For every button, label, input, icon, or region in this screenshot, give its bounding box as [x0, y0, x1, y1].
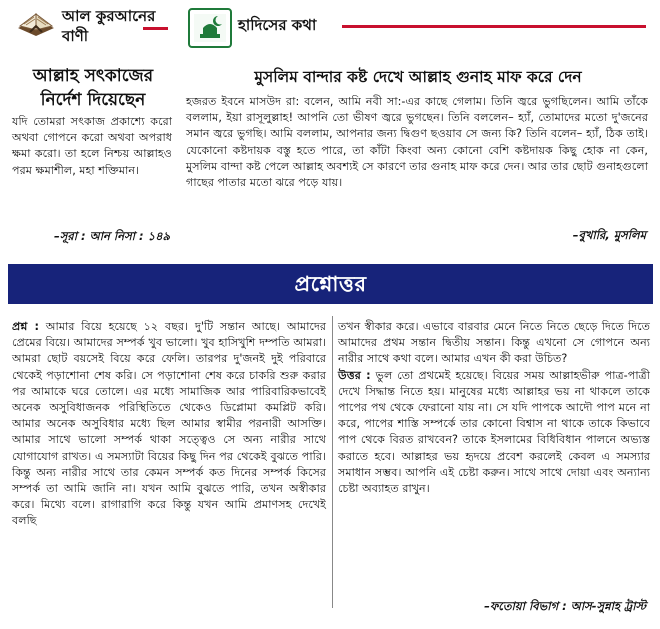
quran-section-header: আল কুরআনের বাণী: [62, 7, 156, 45]
hadith-section-header: হাদিসের কথা: [238, 16, 317, 34]
quran-verse-text: যদি তোমরা সৎকাজ প্রকাশ্যে করো অথবা গোপনে করো অথবা অপরাধ ক্ষমা করো। তা হলে নিশ্চয় আল্লাহও পরম ক্ষমাশীল, মহা শক্তিমান।: [12, 115, 172, 177]
hadith-text: হজরত ইবনে মাসউদ রা: বলেন, আমি নবী সা:-এর কাছে গেলাম। তিনি জ্বরে ভুগছিলেন। আমি তাঁকে বললাম, ইয়া রাসূলুল্লাহ! আপনি তো ভীষণ জ্বরে ভুগছেন। তিনি বললেন– হ্যাঁ, তোমাদের মতো দু'জনের সমান জ্বরে ভুগছি। আমি বললাম, আপনার জন্য দ্বিগুণ ছওয়াব সে জন্য কি? তিনি বলেন– হ্যাঁ, ঠিক তাই। যেকোনো কষ্টদায়ক বস্তু হতে পারে, তা কাঁটা কিংবা অন্য কোনো বেশি কষ্টদায়ক কিছু হোক না কেন, মুসলিম বান্দা কষ্ট পেলে আল্লাহ অবশ্যই সে কারণে তার গুনাহ মাফ করে দেন। আর তার ছোট গুনাহগুলো গাছের পাতার মতো ঝরে পড়ে যায়।: [186, 95, 648, 190]
column-divider: [332, 316, 333, 608]
hadith-source: –বুখারি, মুসলিম: [572, 228, 646, 242]
quran-title: আল্লাহ সৎকাজের নির্দেশ দিয়েছেন: [32, 66, 154, 110]
quran-header-rule: [143, 27, 168, 30]
qa-question-left: [12, 319, 326, 530]
qa-source: –ফতোয়া বিভাগ : আস-সুন্নাহ ট্রাস্ট: [484, 599, 646, 613]
qa-right-column: [338, 319, 650, 497]
answer-label: উত্তর :: [338, 368, 371, 382]
answer-text: ভুল তো প্রথমেই হয়েছে। বিয়ের সময় আল্লাহভীরু পাত্র-পাত্রী দেখে সিদ্ধান্ত নিতে হয়। মানুষের মধ্যে আল্লাহর ভয় না থাকলে তাকে পাপের পথ থেকে ফেরানো যায় না। সে যদি পাপকে আদৌ পাপ মনে না করে, পাপের শাস্তি সম্পর্কে তার কোনো বিশ্বাস না থাকে তাকে কিভাবে পাপ থেকে বিরত রাখবেন? তাকে ইসলামের বিধিবিধান পালনে অভ্যস্ত করাতে হবে। আল্লাহর ভয় হৃদয়ে প্রবেশ করলেই কেবল এ সমস্যার সমাধান সম্ভব। আপনি এই চেষ্টা করুন। সাথে সাথে দোয়া এবং অন্যান্য চেষ্টা অব্যাহত রাখুন।: [338, 368, 650, 496]
question-label: প্রশ্ন :: [12, 320, 40, 333]
question-text-left: আমার বিয়ে হয়েছে ১২ বছর। দু'টি সন্তান আছে। আমাদের প্রেমের বিয়ে। আমাদের সম্পর্ক খুব ভালো। খুব হাসিখুশি দম্পতি আমরা। আমরা ছোট বয়সেই বিয়ে করে ফেলি। তারপর দু'জনই দুই পরিবারে থেকেই পড়াশোনা শেষ করি। সে পড়াশোনা শেষ করে চাকরি শুরু করার পর আমাকে ঘরে তোলে। এর মধ্যে সামাজিক আর পারিবারিকভাবেই অনেক অসুবিধাজনক পরিস্থিতিতে থেকেও ডিপ্লোমা কমপ্লিট করি। আমার অনেক অসুবিধার মধ্যে ছিল আমার স্বামীর পরনারী আসক্তি। আমার সাথে ভালো সম্পর্ক থাকা সত্ত্বেও সে অন্য নারীর সাথে যোগাযোগ রাখত। এ সমস্যাটা বিয়ের কিছু দিন পর থেকেই বুঝতে পারি। কিন্তু অন্য নারীর সাথে তার কেমন সম্পর্ক কত দিনের সম্পর্ক কিসের সম্পর্ক তা আমি জানি না। যখন আমি বুঝতে পারি, তখন অস্বীকার করে। মিথ্যে বলে। রাগারাগি করে কিন্তু যখন আমি প্রমাণসহ দেখেই বলছি: [12, 320, 326, 528]
qa-banner-title: প্রশ্নোত্তর: [294, 272, 367, 296]
hadith-header-rule: [342, 25, 646, 28]
quran-icon: [14, 6, 58, 40]
question-text-right: তখন স্বীকার করে। এভাবে বারবার মেনে নিতে নিতে ছেড়ে দিতে দিতে আমাদের প্রথম সন্তান দ্বিতীয় সন্তান। কিন্তু এখনো সে গোপনে অন্য নারীর সাথে কথা বলে। আমার এখন কী করা উচিত?: [338, 320, 650, 366]
hadith-title: মুসলিম বান্দার কষ্ট দেখে আল্লাহ গুনাহ মাফ করে দেন: [254, 68, 582, 86]
qa-banner: [8, 264, 653, 304]
quran-source: –সূরা : আন নিসা : ১৪৯: [54, 229, 170, 243]
mosque-crescent-icon: [188, 8, 232, 48]
